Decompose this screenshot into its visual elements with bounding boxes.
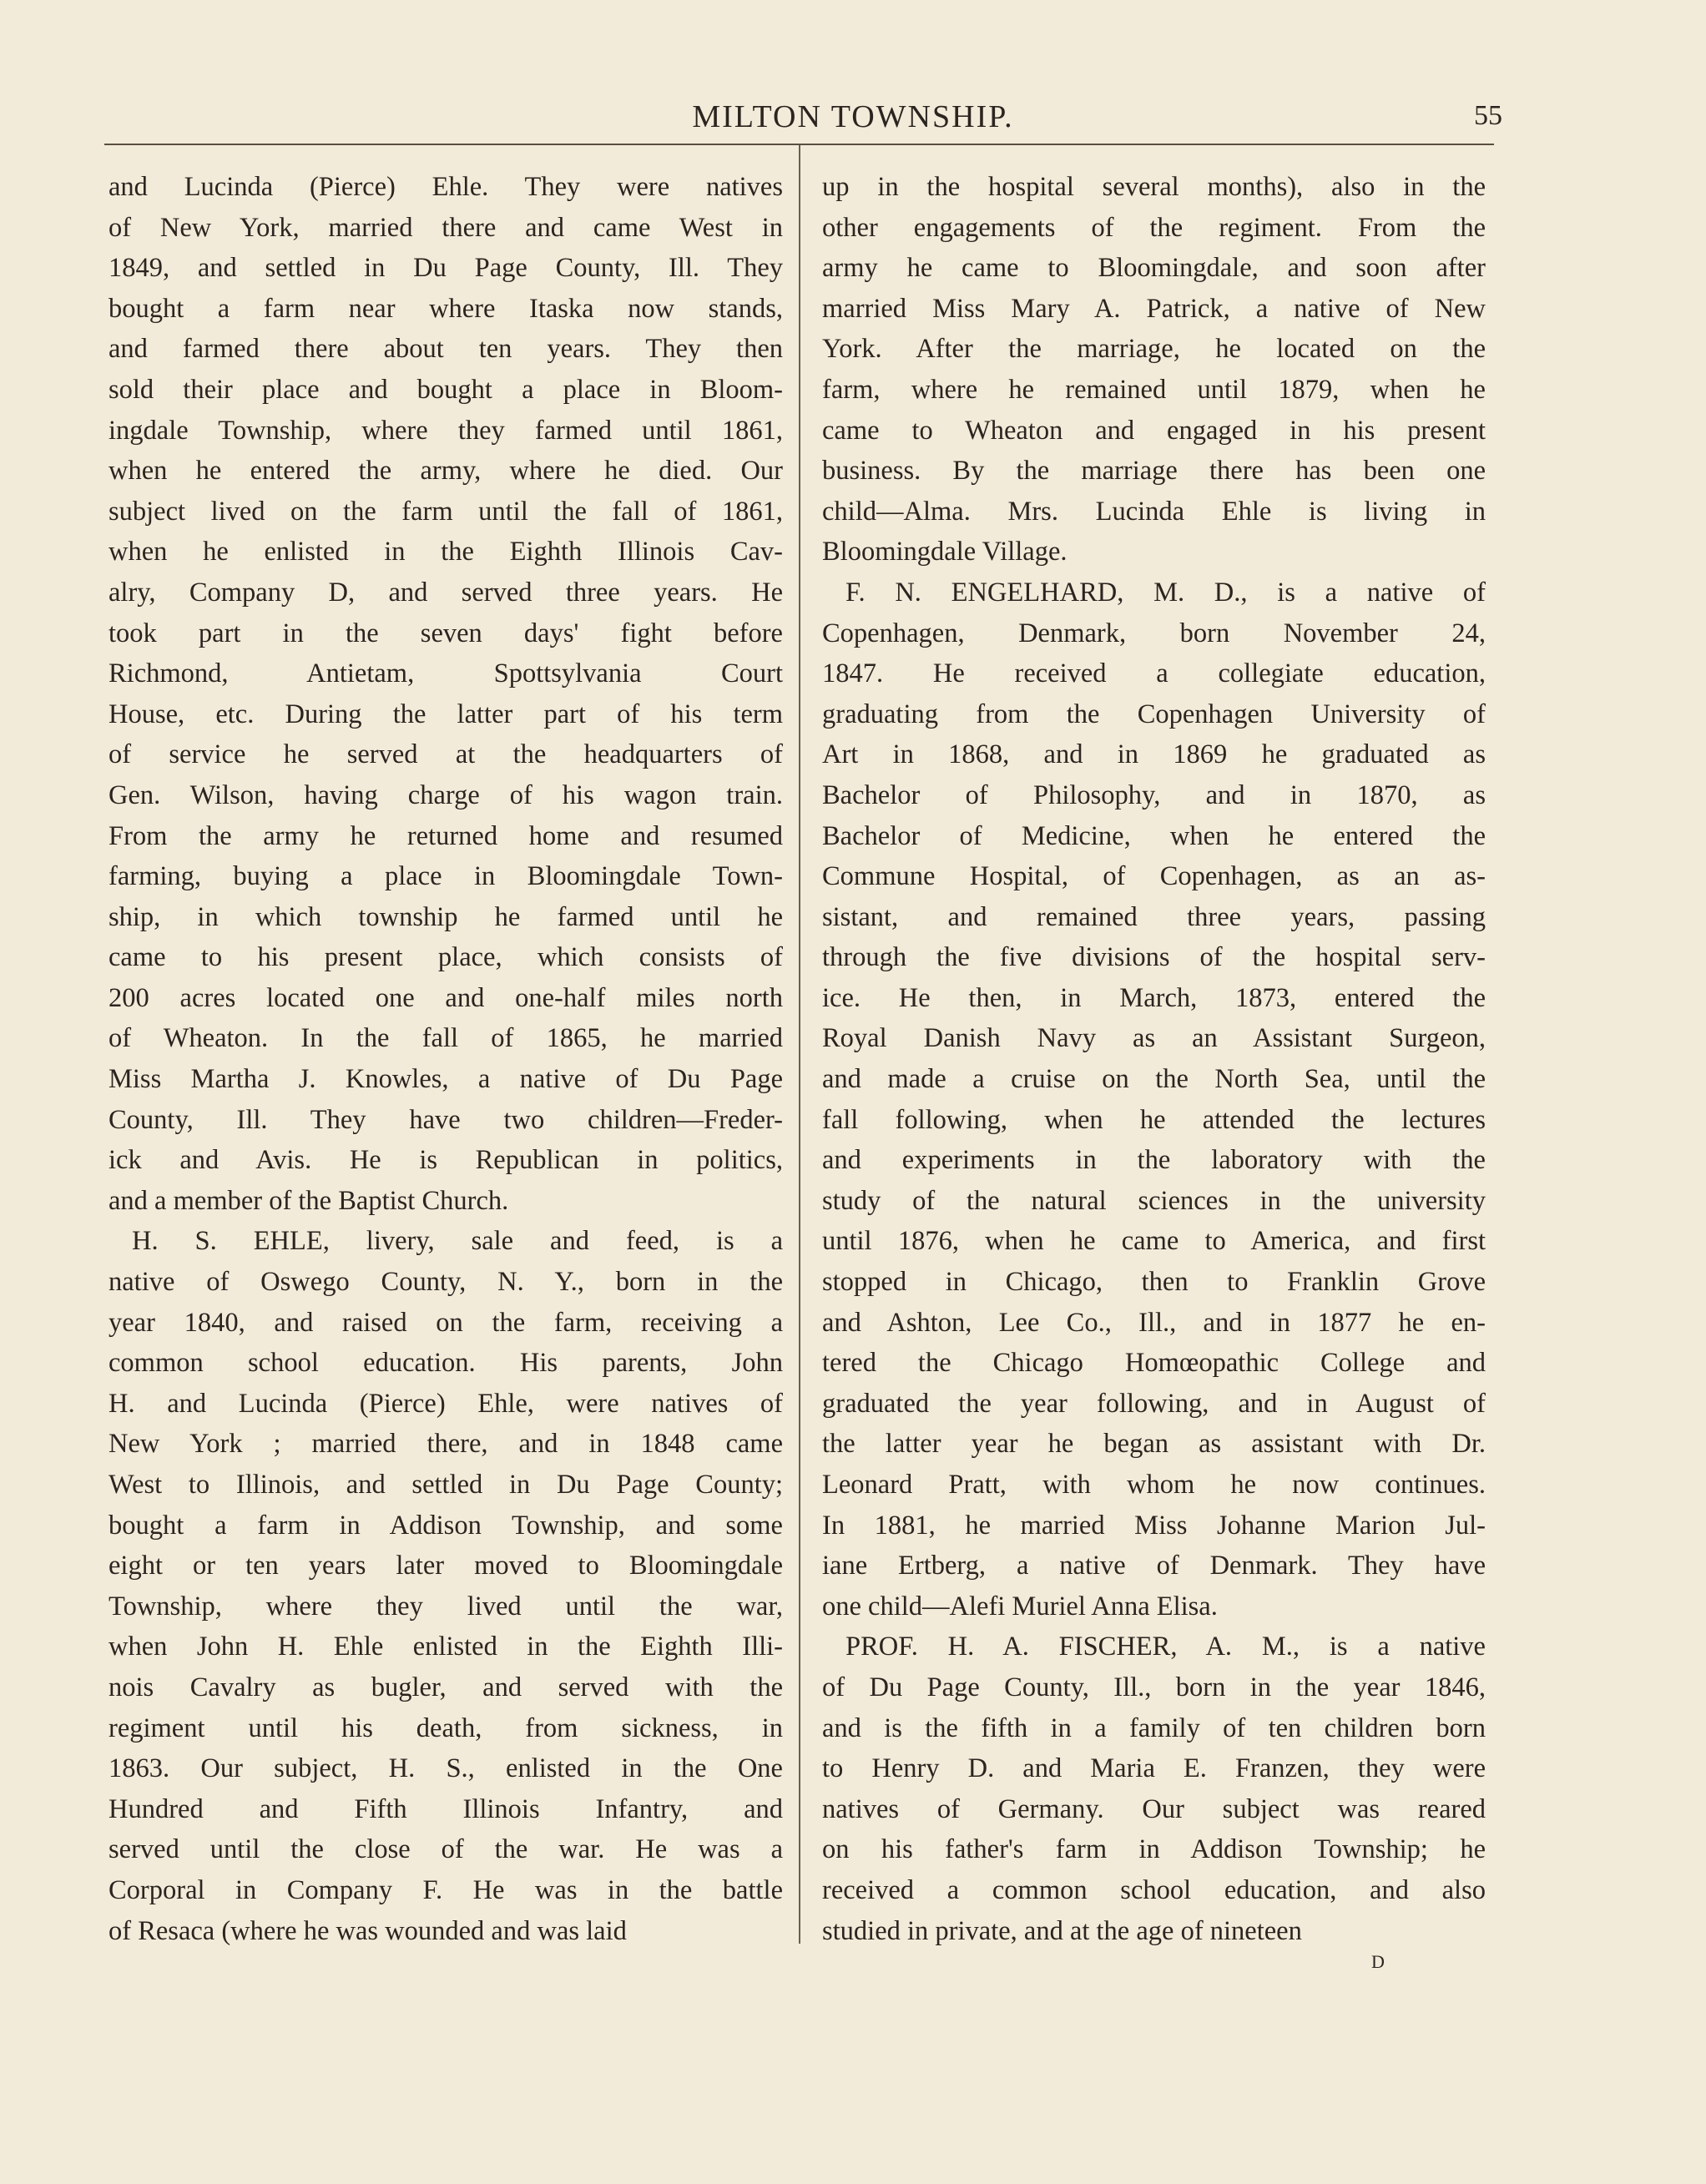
- text-line: when he enlisted in the Eighth Illinois Cav-: [109, 537, 783, 567]
- text-line: York. After the marriage, he located on the: [822, 334, 1486, 365]
- text-line: Miss Martha J. Knowles, a native of Du Page: [109, 1064, 783, 1095]
- text-line: native of Oswego County, N. Y., born in the: [109, 1267, 783, 1298]
- text-line: Bachelor of Philosophy, and in 1870, as: [822, 779, 1486, 810]
- text-line: when John H. Ehle enlisted in the Eighth Illi-: [109, 1632, 783, 1662]
- text-line: H. S. EHLE, livery, sale and feed, is a: [132, 1226, 783, 1257]
- text-line: up in the hospital several months), also in the: [822, 172, 1486, 202]
- text-line: County, Ill. They have two children—Freder-: [109, 1104, 783, 1135]
- text-line: Hundred and Fifth Illinois Infantry, and: [109, 1793, 783, 1824]
- text-line: received a common school education, and also: [822, 1874, 1486, 1905]
- text-line: of service he served at the headquarters of: [109, 739, 783, 770]
- text-line: of Resaca (where he was wounded and was laid: [109, 1915, 627, 1946]
- text-line: one child—Alefi Muriel Anna Elisa.: [822, 1591, 1218, 1622]
- text-line: regiment until his death, from sickness, in: [109, 1712, 783, 1743]
- text-line: Bloomingdale Village.: [822, 537, 1068, 567]
- text-line: and a member of the Baptist Church.: [109, 1185, 509, 1216]
- text-line: 200 acres located one and one-half miles north: [109, 982, 783, 1013]
- text-line: and Lucinda (Pierce) Ehle. They were natives: [109, 172, 783, 202]
- text-line: Gen. Wilson, having charge of his wagon train.: [109, 779, 783, 810]
- text-line: and experiments in the laboratory with the: [822, 1145, 1486, 1176]
- text-line: bought a farm near where Itaska now stands,: [109, 293, 783, 324]
- text-line: the latter year he began as assistant with Dr.: [822, 1429, 1486, 1460]
- text-line: sistant, and remained three years, passing: [822, 901, 1486, 932]
- text-line: stopped in Chicago, then to Franklin Grove: [822, 1267, 1486, 1298]
- text-line: subject lived on the farm until the fall of 1861,: [109, 496, 783, 527]
- text-line: PROF. H. A. FISCHER, A. M., is a native: [845, 1632, 1486, 1662]
- text-line: iane Ertberg, a native of Denmark. They have: [822, 1551, 1486, 1581]
- text-line: and made a cruise on the North Sea, until the: [822, 1064, 1486, 1095]
- text-line: child—Alma. Mrs. Lucinda Ehle is living in: [822, 496, 1486, 527]
- text-line: Corporal in Company F. He was in the battle: [109, 1874, 783, 1905]
- text-line: on his father's farm in Addison Township; he: [822, 1834, 1486, 1865]
- text-line: and farmed there about ten years. They then: [109, 334, 783, 365]
- text-line: to Henry D. and Maria E. Franzen, they were: [822, 1753, 1486, 1784]
- text-line: came to his present place, which consists of: [109, 942, 783, 973]
- text-line: natives of Germany. Our subject was reared: [822, 1793, 1486, 1824]
- text-line: farm, where he remained until 1879, when he: [822, 374, 1486, 405]
- text-line: bought a farm in Addison Township, and some: [109, 1510, 783, 1541]
- text-line: ick and Avis. He is Republican in politics,: [109, 1145, 783, 1176]
- text-line: year 1840, and raised on the farm, receiving a: [109, 1307, 783, 1338]
- text-line: Copenhagen, Denmark, born November 24,: [822, 618, 1486, 648]
- text-line: and is the fifth in a family of ten children born: [822, 1712, 1486, 1743]
- text-line: alry, Company D, and served three years. He: [109, 577, 783, 608]
- signature-mark: D: [1371, 1951, 1385, 1972]
- text-line: eight or ten years later moved to Bloomingdale: [109, 1551, 783, 1581]
- text-line: New York ; married there, and in 1848 came: [109, 1429, 783, 1460]
- text-line: farming, buying a place in Bloomingdale Town-: [109, 861, 783, 892]
- text-line: From the army he returned home and resumed: [109, 820, 783, 851]
- text-line: study of the natural sciences in the university: [822, 1185, 1486, 1216]
- text-line: of New York, married there and came West in: [109, 212, 783, 243]
- text-line: 1849, and settled in Du Page County, Ill. They: [109, 253, 783, 284]
- text-line: West to Illinois, and settled in Du Page County;: [109, 1470, 783, 1500]
- text-line: sold their place and bought a place in Bloom-: [109, 374, 783, 405]
- text-line: through the five divisions of the hospital serv-: [822, 942, 1486, 973]
- text-line: Bachelor of Medicine, when he entered the: [822, 820, 1486, 851]
- text-line: ingdale Township, where they farmed until 1861,: [109, 415, 783, 446]
- text-line: other engagements of the regiment. From the: [822, 212, 1486, 243]
- text-line: took part in the seven days' fight before: [109, 618, 783, 648]
- text-line: of Du Page County, Ill., born in the year 1846,: [822, 1672, 1486, 1702]
- column-divider: [799, 145, 800, 1944]
- text-line: Commune Hospital, of Copenhagen, as an as-: [822, 861, 1486, 892]
- text-line: Art in 1868, and in 1869 he graduated as: [822, 739, 1486, 770]
- running-header: MILTON TOWNSHIP.: [692, 99, 1014, 134]
- text-line: Township, where they lived until the war,: [109, 1591, 783, 1622]
- text-line: army he came to Bloomingdale, and soon after: [822, 253, 1486, 284]
- text-line: 1863. Our subject, H. S., enlisted in the One: [109, 1753, 783, 1784]
- text-line: business. By the marriage there has been one: [822, 456, 1486, 487]
- text-line: of Wheaton. In the fall of 1865, he married: [109, 1023, 783, 1054]
- text-line: graduated the year following, and in August of: [822, 1388, 1486, 1419]
- text-line: ship, in which township he farmed until he: [109, 901, 783, 932]
- text-line: when he entered the army, where he died. Our: [109, 456, 783, 487]
- text-line: fall following, when he attended the lectures: [822, 1104, 1486, 1135]
- text-line: served until the close of the war. He was a: [109, 1834, 783, 1865]
- right-column: [822, 167, 1486, 1951]
- text-line: common school education. His parents, John: [109, 1348, 783, 1379]
- text-line: Royal Danish Navy as an Assistant Surgeon,: [822, 1023, 1486, 1054]
- text-line: In 1881, he married Miss Johanne Marion Jul-: [822, 1510, 1486, 1541]
- text-line: Leonard Pratt, with whom he now continues.: [822, 1470, 1486, 1500]
- text-line: and Ashton, Lee Co., Ill., and in 1877 he en-: [822, 1307, 1486, 1338]
- text-line: 1847. He received a collegiate education,: [822, 658, 1486, 689]
- text-line: came to Wheaton and engaged in his present: [822, 415, 1486, 446]
- text-line: ice. He then, in March, 1873, entered the: [822, 982, 1486, 1013]
- text-line: studied in private, and at the age of nineteen: [822, 1915, 1302, 1946]
- text-line: married Miss Mary A. Patrick, a native of New: [822, 293, 1486, 324]
- left-column: [109, 167, 783, 1951]
- text-line: graduating from the Copenhagen University of: [822, 699, 1486, 729]
- text-line: H. and Lucinda (Pierce) Ehle, were natives of: [109, 1388, 783, 1419]
- text-line: F. N. ENGELHARD, M. D., is a native of: [845, 577, 1486, 608]
- text-line: until 1876, when he came to America, and first: [822, 1226, 1486, 1257]
- text-line: Richmond, Antietam, Spottsylvania Court: [109, 658, 783, 689]
- page-number: 55: [1474, 100, 1502, 131]
- text-line: House, etc. During the latter part of his term: [109, 699, 783, 729]
- text-line: nois Cavalry as bugler, and served with the: [109, 1672, 783, 1702]
- text-line: tered the Chicago Homœopathic College and: [822, 1348, 1486, 1379]
